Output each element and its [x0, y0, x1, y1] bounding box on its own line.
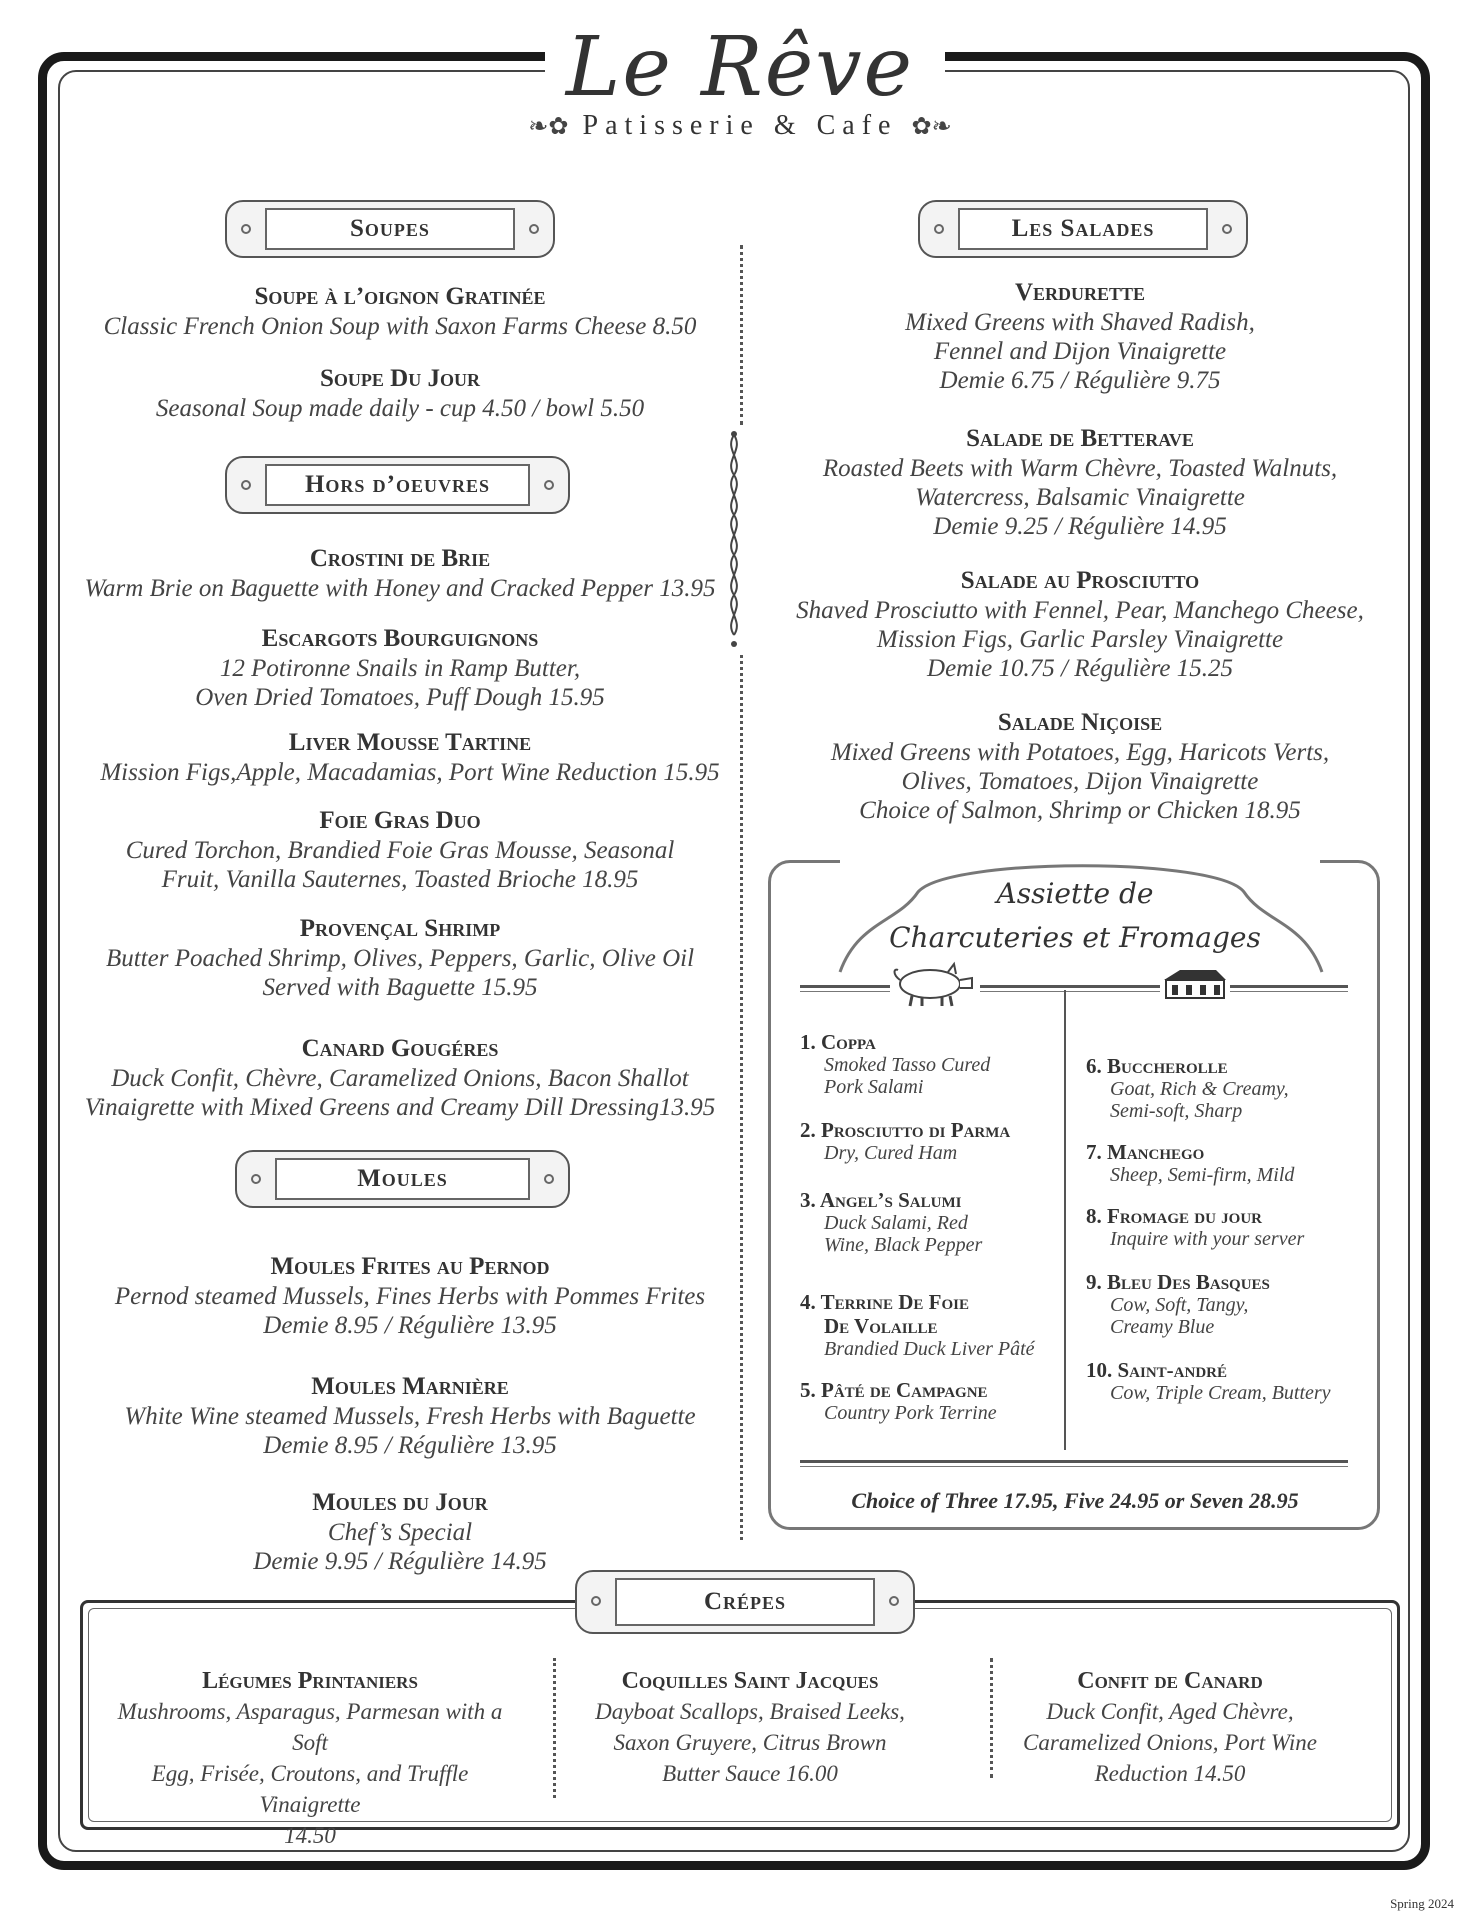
plaque-screw-icon: [889, 1596, 899, 1606]
menu-item: [770, 708, 1390, 825]
board-title-line2: Charcuteries et Fromages: [889, 921, 1261, 954]
item-name: Verdurette: [1014, 279, 1146, 306]
rule: [800, 991, 890, 992]
menu-item: [80, 282, 720, 341]
menu-item: [80, 1372, 740, 1460]
plaque-screw-icon: [1222, 224, 1232, 234]
menu-item: [80, 806, 720, 894]
flourish-left-icon: ❧✿: [528, 114, 569, 140]
item-description: Dry, Cured Ham: [824, 1142, 958, 1164]
item-name: 6. Buccherolle: [1086, 1054, 1228, 1078]
item-description: Demie 10.75 / Régulière 15.25: [927, 655, 1233, 682]
item-description: Cow, Triple Cream, Buttery: [1110, 1382, 1331, 1404]
item-name: Escargots Bourguignons: [261, 625, 539, 652]
menu-item: [570, 1666, 930, 1789]
item-description: Cow, Soft, Tangy,: [1110, 1294, 1249, 1316]
item-description: Mushrooms, Asparagus, Parmesan with a Soft: [117, 1699, 503, 1755]
item-description: Mission Figs, Garlic Parsley Vinaigrette: [876, 626, 1284, 653]
plaque-screw-icon: [934, 224, 944, 234]
menu-item: [100, 1666, 520, 1851]
item-description: Oven Dried Tomatoes, Puff Dough 15.95: [195, 684, 605, 711]
cheese-item: [1086, 1054, 1366, 1122]
cheese-item: [1086, 1270, 1366, 1338]
item-description: Demie 6.75 / Régulière 9.75: [939, 367, 1221, 394]
cheese-item: [1086, 1140, 1366, 1186]
farmhouse-icon: [1160, 966, 1230, 1002]
item-description: Reduction 14.50: [1094, 1761, 1246, 1786]
charcuterie-item: [800, 1188, 1060, 1256]
item-name: Crostini de Brie: [309, 545, 491, 572]
restaurant-logo: [520, 18, 960, 142]
item-description: Vinaigrette with Mixed Greens and Creamy Dill Dressing13.95: [84, 1094, 716, 1121]
item-name: Moules du Jour: [312, 1489, 488, 1516]
item-description: Creamy Blue: [1110, 1316, 1215, 1338]
item-name: Salade de Betterave: [966, 425, 1194, 452]
item-name: Liver Mousse Tartine: [288, 729, 532, 756]
section-title: Les Salades: [958, 208, 1208, 250]
rule: [1230, 991, 1348, 992]
charcuterie-item: [800, 1378, 1060, 1424]
plaque-screw-icon: [529, 224, 539, 234]
section-title: Soupes: [265, 208, 515, 250]
item-description: 14.50: [284, 1823, 336, 1848]
item-description: Duck Confit, Aged Chèvre,: [1046, 1699, 1294, 1724]
menu-item: [60, 1034, 740, 1122]
menu-item: [80, 728, 740, 787]
rule: [980, 985, 1160, 988]
item-description: Egg, Frisée, Croutons, and Truffle Vinaigrette: [151, 1761, 469, 1817]
item-name: 10. Saint-andré: [1086, 1358, 1228, 1382]
section-header-soupes: [225, 200, 555, 258]
menu-item: [770, 424, 1390, 541]
item-name: 8. Fromage du jour: [1086, 1204, 1262, 1228]
item-name: 3. Angel’s Salumi: [800, 1188, 962, 1212]
item-name-line2: De Volaille: [824, 1314, 938, 1338]
board-pricing: Choice of Three 17.95, Five 24.95 or Seven 28.95: [851, 1488, 1299, 1513]
item-description: Dayboat Scallops, Braised Leeks,: [595, 1699, 905, 1724]
season-label: Spring 2024: [1390, 1896, 1454, 1911]
item-description: Butter Poached Shrimp, Olives, Peppers, Garlic, Olive Oil: [105, 945, 695, 972]
item-description: Watercress, Balsamic Vinaigrette: [915, 484, 1245, 511]
item-description: Semi-soft, Sharp: [1110, 1100, 1243, 1122]
item-description: Demie 8.95 / Régulière 13.95: [263, 1432, 557, 1459]
item-name: Légumes Printaniers: [202, 1668, 418, 1694]
item-description: Saxon Gruyere, Citrus Brown: [613, 1730, 887, 1755]
board-title-line1: Assiette de: [996, 877, 1154, 910]
item-name: Salade Niçoise: [997, 709, 1163, 736]
section-header-salades: [918, 200, 1248, 258]
menu-item: [80, 1252, 740, 1340]
charcuterie-item: [800, 1118, 1070, 1164]
item-name: 7. Manchego: [1086, 1140, 1205, 1164]
section-header-crepes: [575, 1570, 915, 1634]
pig-icon: [888, 960, 978, 1008]
menu-item: [80, 364, 720, 423]
item-description: Demie 9.25 / Régulière 14.95: [933, 513, 1227, 540]
plaque-screw-icon: [251, 1174, 261, 1184]
menu-item: [1000, 1666, 1340, 1789]
rule: [800, 1466, 1348, 1467]
item-description: Roasted Beets with Warm Chèvre, Toasted Walnuts,: [822, 455, 1338, 482]
item-name: Canard Gougéres: [301, 1035, 499, 1062]
item-description: Demie 8.95 / Régulière 13.95: [263, 1312, 557, 1339]
item-description: Mixed Greens with Shaved Radish,: [905, 309, 1255, 336]
column-divider: [740, 655, 743, 1540]
item-description: Duck Confit, Chèvre, Caramelized Onions, Bacon Shallot: [111, 1065, 689, 1092]
item-description: Mixed Greens with Potatoes, Egg, Haricots Verts,: [830, 739, 1330, 766]
item-name: Soupe Du Jour: [320, 365, 480, 392]
item-description: Duck Salami, Red: [824, 1212, 968, 1234]
item-name: 1. Coppa: [800, 1030, 876, 1054]
item-description: Warm Brie on Baguette with Honey and Cracked Pepper 13.95: [84, 575, 716, 602]
menu-item: [80, 914, 720, 1002]
item-name: 5. Pâté de Campagne: [800, 1378, 988, 1402]
item-description: Goat, Rich & Creamy,: [1110, 1078, 1289, 1100]
item-name: 9. Bleu Des Basques: [1086, 1270, 1270, 1294]
plaque-screw-icon: [591, 1596, 601, 1606]
item-name: Foie Gras Duo: [319, 807, 481, 834]
rule: [800, 985, 890, 988]
section-header-hors-doeuvres: [225, 456, 570, 514]
item-description: Pork Salami: [824, 1076, 924, 1098]
rule: [980, 991, 1160, 992]
item-description: Sheep, Semi-firm, Mild: [1110, 1164, 1295, 1186]
item-description: Classic French Onion Soup with Saxon Farms Cheese 8.50: [103, 313, 697, 340]
item-description: Seasonal Soup made daily - cup 4.50 / bowl 5.50: [155, 395, 645, 422]
item-description: Inquire with your server: [1110, 1228, 1305, 1250]
item-description: Olives, Tomatoes, Dijon Vinaigrette: [901, 768, 1259, 795]
item-description: Choice of Salmon, Shrimp or Chicken 18.95: [859, 797, 1301, 824]
item-description: Chef’s Special: [327, 1519, 473, 1546]
item-description: Brandied Duck Liver Pâté: [824, 1338, 1035, 1360]
item-description: Caramelized Onions, Port Wine: [1023, 1730, 1317, 1755]
item-description: Butter Sauce 16.00: [662, 1761, 838, 1786]
plaque-screw-icon: [544, 1174, 554, 1184]
fleur-ornament-icon: [722, 430, 746, 650]
restaurant-name: Le Rêve: [565, 20, 915, 115]
menu-item: [770, 566, 1390, 683]
item-description: Demie 9.95 / Régulière 14.95: [253, 1548, 547, 1575]
item-description: Mission Figs,Apple, Macadamias, Port Wine Reduction 15.95: [100, 759, 720, 786]
cheese-item: [1086, 1358, 1366, 1404]
charcuterie-item: [800, 1290, 1060, 1360]
item-description: Cured Torchon, Brandied Foie Gras Mousse, Seasonal: [125, 837, 675, 864]
item-name: 2. Prosciutto di Parma: [800, 1118, 1011, 1142]
item-description: Served with Baguette 15.95: [262, 974, 538, 1001]
column-divider: [553, 1658, 556, 1798]
menu-item: [80, 1488, 720, 1576]
item-description: Fennel and Dijon Vinaigrette: [933, 338, 1227, 365]
rule: [800, 1460, 1348, 1463]
item-description: Fruit, Vanilla Sauternes, Toasted Brioche 18.95: [161, 866, 639, 893]
item-description: Wine, Black Pepper: [824, 1234, 983, 1256]
item-name: 4. Terrine De Foie: [800, 1290, 969, 1314]
rule: [1230, 985, 1348, 988]
subtitle-text: Patisserie & Cafe: [582, 110, 898, 141]
item-description: White Wine steamed Mussels, Fresh Herbs with Baguette: [124, 1403, 696, 1430]
board-title: [860, 872, 1290, 960]
item-description: Pernod steamed Mussels, Fines Herbs with Pommes Frites: [114, 1283, 706, 1310]
section-title: Hors d’oeuvres: [265, 464, 530, 506]
section-header-moules: [235, 1150, 570, 1208]
column-divider: [740, 245, 743, 425]
item-description: Smoked Tasso Cured: [824, 1054, 991, 1076]
item-name: Provençal Shrimp: [299, 915, 501, 942]
plaque-screw-icon: [544, 480, 554, 490]
item-name: Salade au Prosciutto: [960, 567, 1200, 594]
item-name: Moules Marnière: [311, 1373, 509, 1400]
section-title: Crépes: [615, 1578, 875, 1626]
item-name: Moules Frites au Pernod: [270, 1253, 550, 1280]
column-divider: [990, 1658, 993, 1778]
menu-item: [80, 624, 720, 712]
charcuterie-item: [800, 1030, 1060, 1098]
item-name: Confit de Canard: [1077, 1668, 1263, 1694]
item-description: Shaved Prosciutto with Fennel, Pear, Manchego Cheese,: [796, 597, 1364, 624]
item-name: Soupe à l’oignon Gratinée: [254, 283, 546, 310]
plaque-screw-icon: [241, 224, 251, 234]
cheese-item: [1086, 1204, 1366, 1250]
menu-item: [770, 278, 1390, 395]
board-column-divider: [1064, 990, 1066, 1450]
menu-item: [80, 544, 720, 603]
item-name: Coquilles Saint Jacques: [621, 1668, 879, 1694]
plaque-screw-icon: [241, 480, 251, 490]
item-description: Country Pork Terrine: [824, 1402, 997, 1424]
section-title: Moules: [275, 1158, 530, 1200]
flourish-right-icon: ✿❧: [911, 114, 952, 140]
item-description: 12 Potironne Snails in Ramp Butter,: [219, 655, 581, 682]
restaurant-subtitle: [520, 110, 960, 142]
